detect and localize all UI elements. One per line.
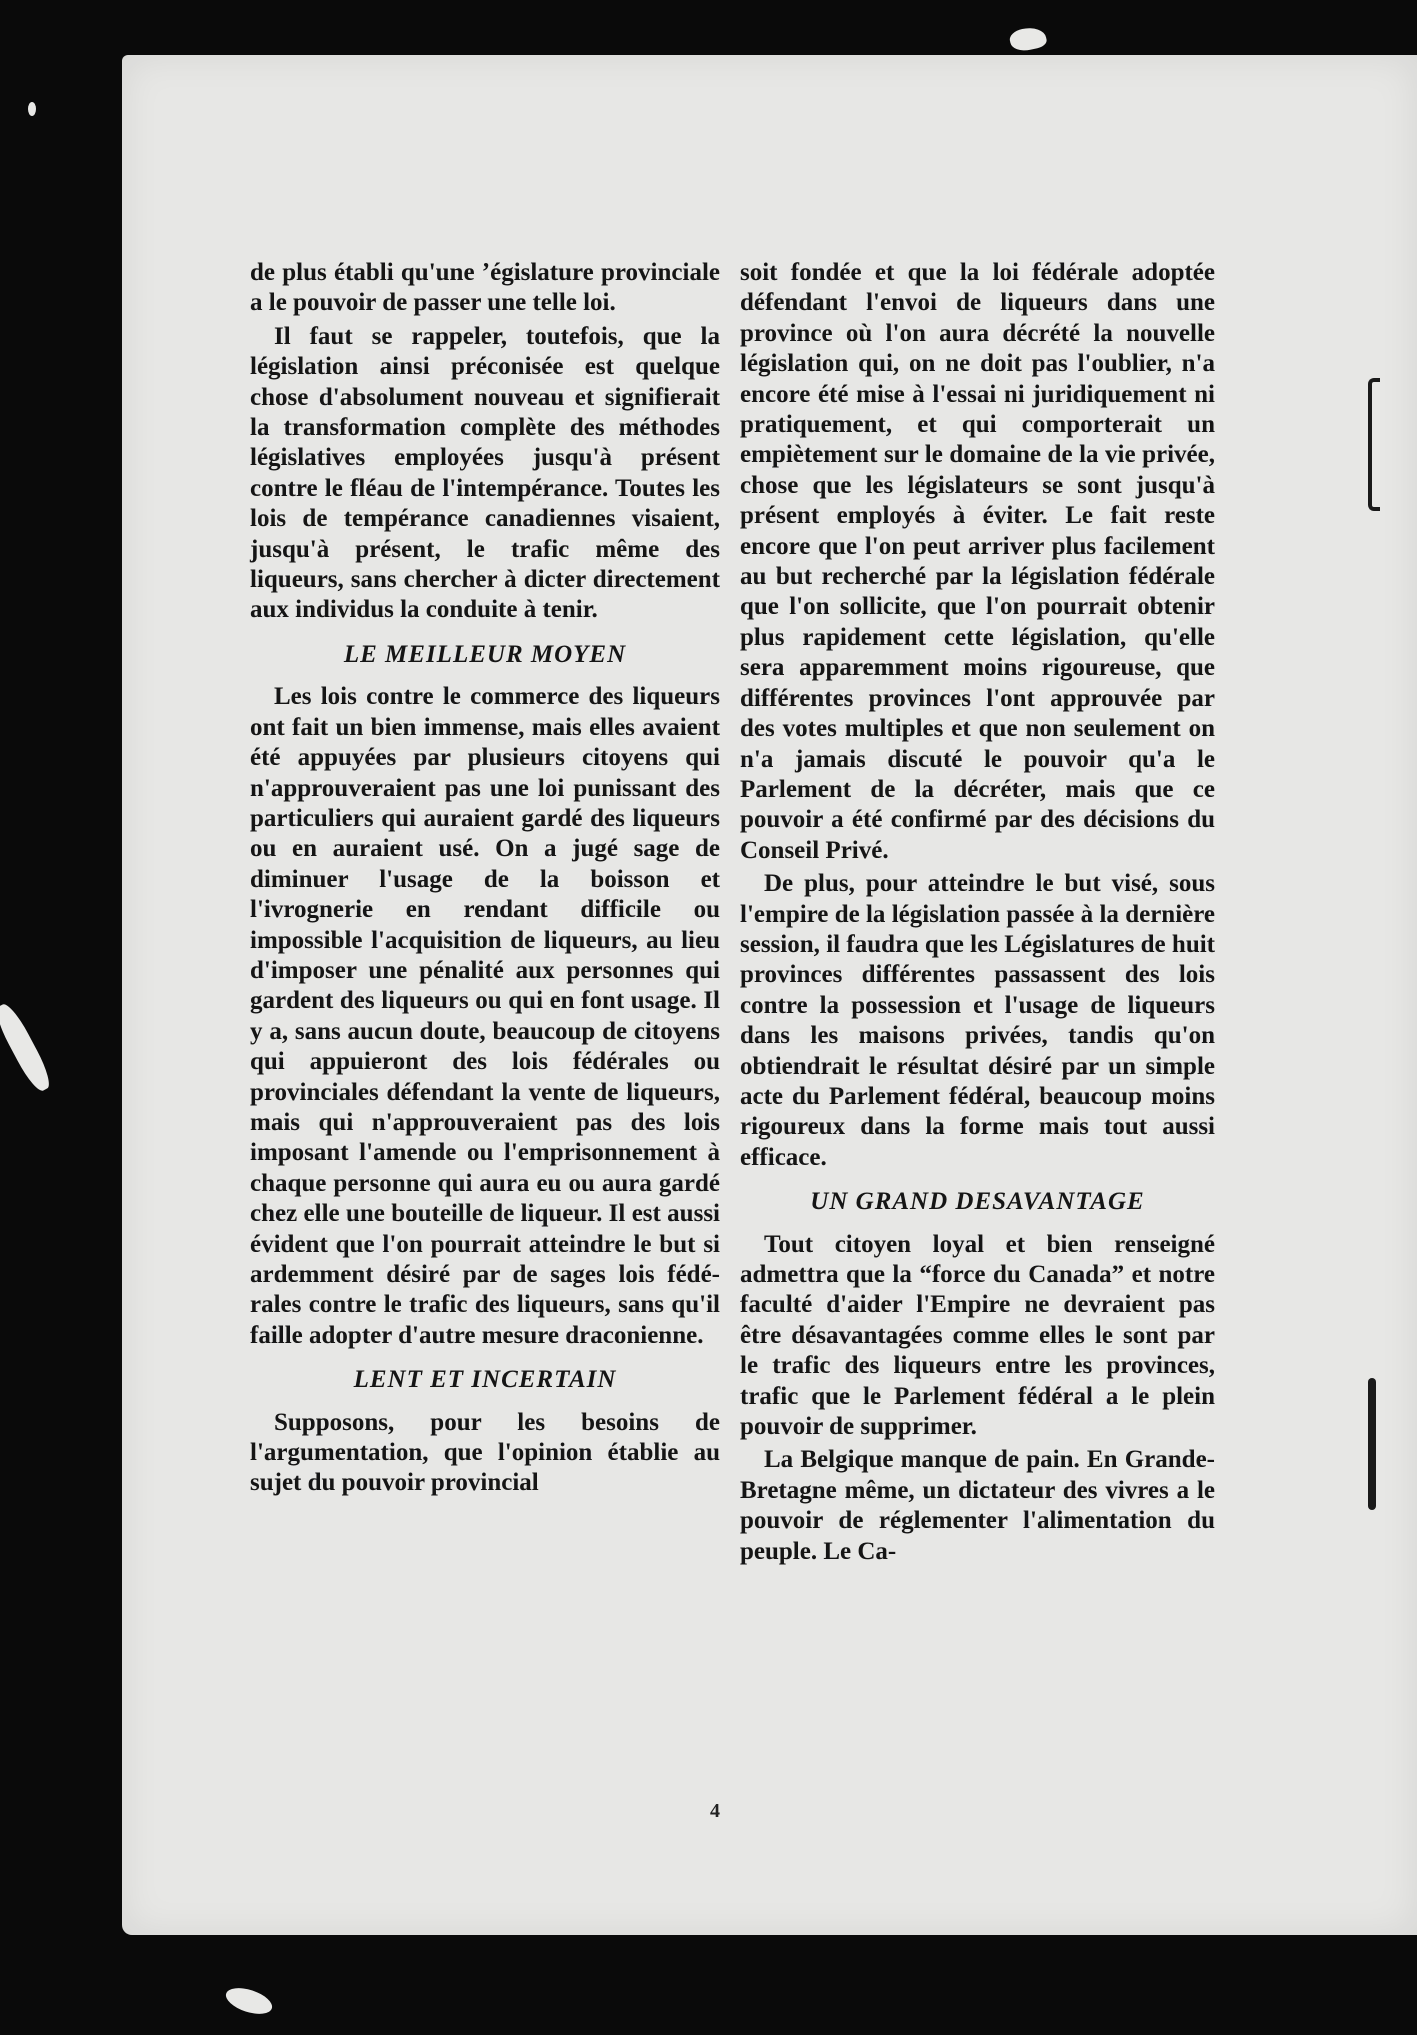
section-heading: LE MEILLEUR MOYEN [343,640,627,668]
paragraph: Supposons, pour les besoins de l'argumentation, que l'opinion établie au sujet du pouvoir provincial [250,1408,720,1497]
paper-fragment [0,1000,55,1094]
left-column [250,258,720,1502]
page-number: 4 [710,1800,720,1822]
section-heading: UN GRAND DESAVANTAGE [810,1188,1145,1216]
paragraph: Tout citoyen loyal et bien renseigné admettra que la “force du Canada” et notre faculté d'aider l'Empire ne devraient pas être désavantagées comme elles le sont par le trafic des liqueurs entre les provinces, trafic que le Parlement fédéral a le plein pouvoir de supprimer. [740,1230,1215,1441]
margin-bracket [1368,378,1380,511]
margin-bar [1368,1378,1376,1510]
section-heading: LENT ET INCERTAIN [353,1366,617,1394]
paragraph: de plus établi qu'une ʼégislature provinciale a le pouvoir de passer une telle loi. [250,259,720,317]
paragraph: Les lois contre le commerce des liqueurs ont fait un bien immense, mais elles avaient été appuyées par plusieurs citoyens qui n'approuveraient pas une loi punissant des particuliers qui auraient gardé des liqueurs ou en auraient usé. On a jugé sage de diminuer l'usage de la boisson et l'ivrognerie en rendant difficile ou impossible l'acquisition de liqueurs, au lieu d'imposer une pénalité aux personnes qui gardent des liqueurs ou qui en font usage. Il y a, sans aucun doute, beaucoup de citoyens qui appuieront des lois fédérales ou provinciales défendant la vente de liqueurs, mais qui n'approuveraient pas des lois imposant l'amende ou l'emprisonnement à chaque personne qui aura eu ou aura gardé chez elle une bouteille de liqueur. Il est aussi évident que l'on pourrait atteindre le but si ardemment désiré par de sages lois fédérales contre le trafic des liqueurs, sans qu'il faille adopter d'autre mesure draconienne. [250,683,720,1349]
right-column [740,258,1215,1570]
paper-fragment [1008,24,1048,53]
paragraph: De plus, pour atteindre le but visé, sous l'empire de la législation passée à la dernière session, il faudra que les Législatures de huit provinces différentes passassent des lois contre la possession et l'usage de liqueurs dans les maisons privées, tandis qu'on obtiendrait le résultat désiré par un simple acte du Parlement fédéral, beaucoup moins rigoureux dans la forme mais tout aussi efficace. [740,870,1215,1171]
paragraph: Il faut se rappeler, toutefois, que la législation ainsi préconisée est quelque chose d'absolument nouveau et signifierait la transformation complète des méthodes législatives employées jusqu'à présent contre le fléau de l'intempérance. Toutes les lois de tempérance canadiennes visaient, jusqu'à présent, le trafic même des liqueurs, sans chercher à dicter directement aux individus la conduite à tenir. [250,322,720,624]
paragraph: La Belgique manque de pain. En Grande-Bretagne même, un dictateur des vivres a le pouvoir de réglementer l'alimentation du peuple. Le Ca- [740,1446,1215,1565]
paper-fragment [28,102,36,116]
paragraph: soit fondée et que la loi fédérale adoptée défendant l'envoi de liqueurs dans une province où l'on aura décrété la nouvelle législation qui, on ne doit pas l'oublier, n'a encore été mise à l'essai ni juridiquement ni pratiquement, et qui comporterait un empiètement sur le domaine de la vie privée, chose que les législateurs se sont jusqu'à présent employés à éviter. Le fait reste encore que l'on peut arriver plus facilement au but recherché par la législation fédérale que l'on sollicite, que l'on pourrait obtenir plus rapidement cette législation, qu'elle sera apparemment moins rigoureuse, que différentes provinces l'ont approuvée par des votes multiples et que non seulement on n'a jamais discuté le pouvoir qu'a le Parlement de la décréter, mais que ce pouvoir a été confirmé par des décisions du Conseil Privé. [740,259,1215,864]
paper-fragment [223,1983,275,2019]
